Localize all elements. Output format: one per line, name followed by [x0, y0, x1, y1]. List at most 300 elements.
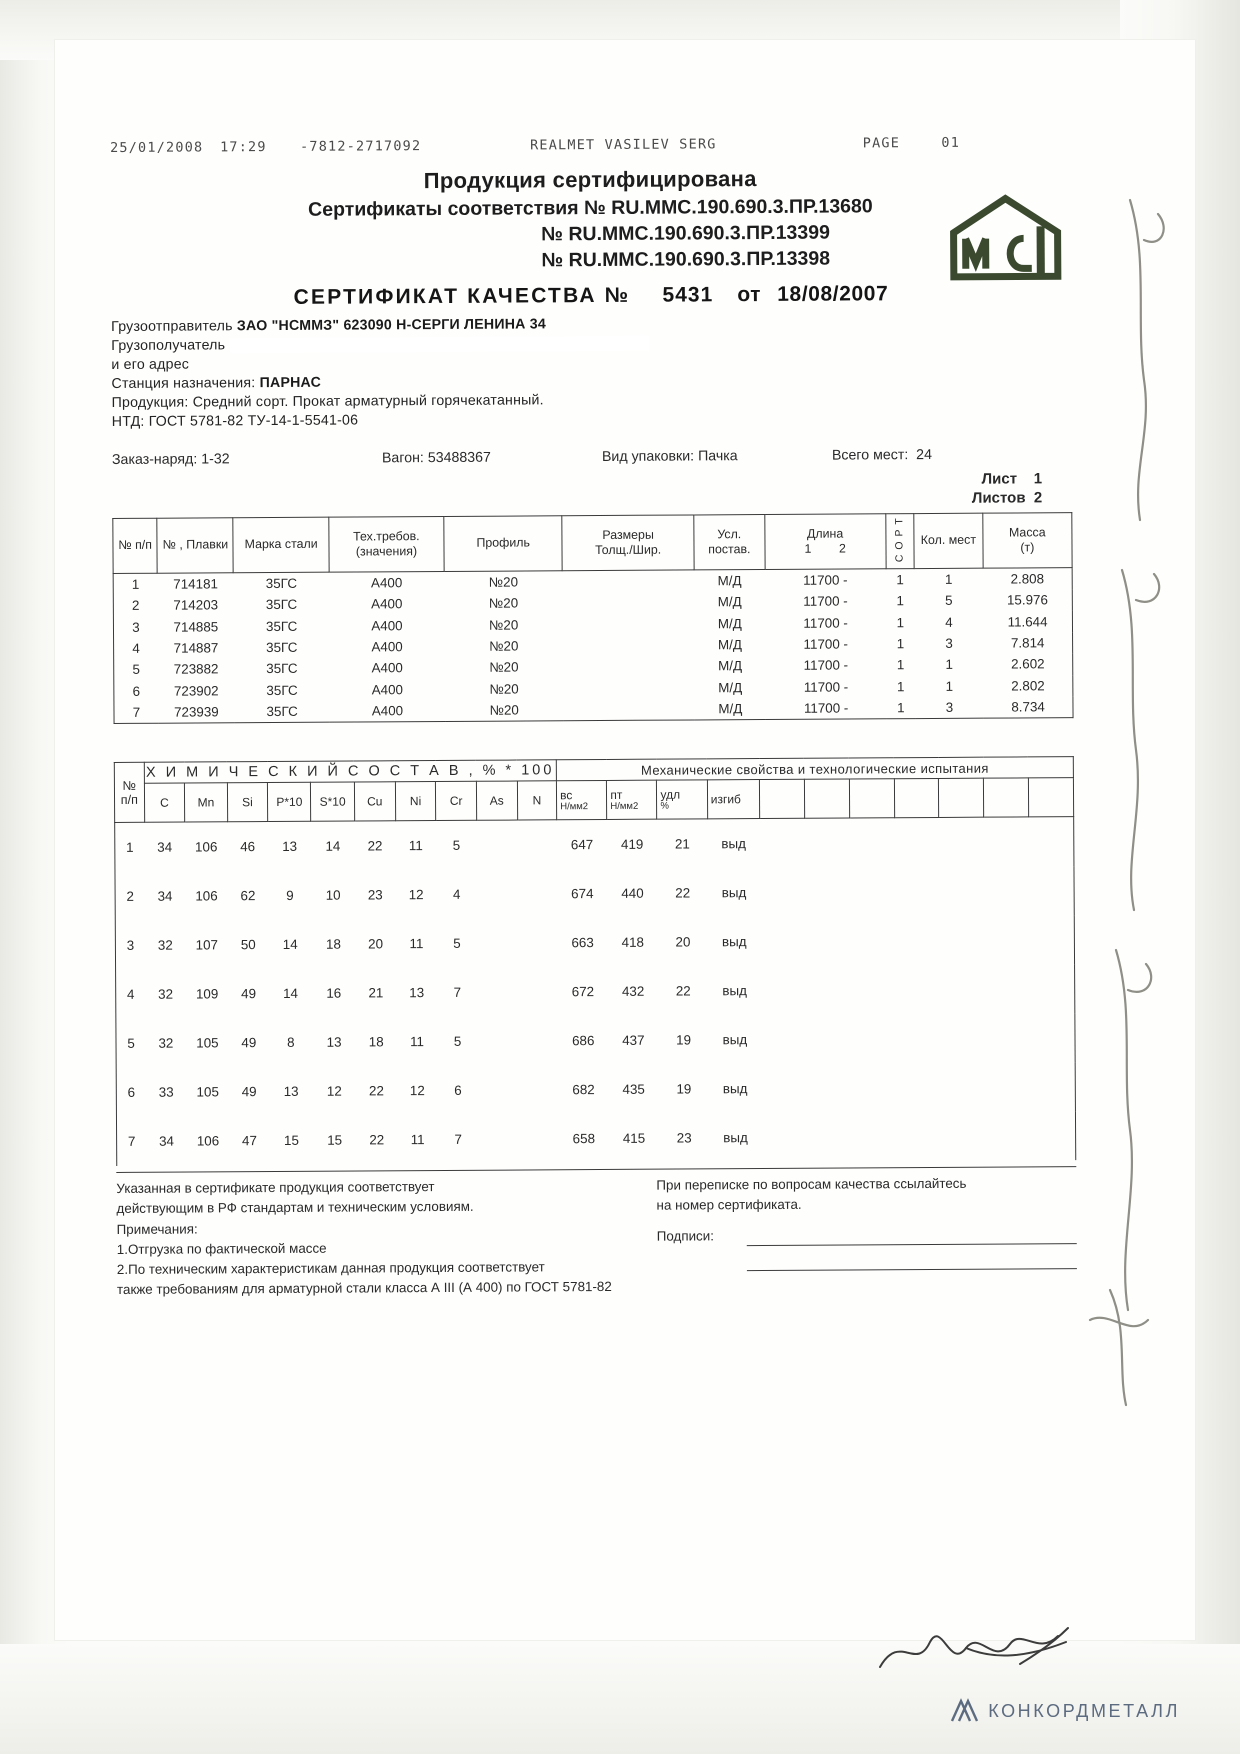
mech-vs: 674 — [571, 886, 594, 902]
chem-row-index: 2 — [126, 889, 134, 905]
chem-as — [477, 919, 518, 968]
chem-s: 15 — [327, 1132, 343, 1149]
row-steel-grade: 35ГС — [266, 682, 298, 698]
chem-row-index: 4 — [126, 987, 135, 1003]
chem-cr: 5 — [452, 838, 461, 854]
mech-empty-2 — [805, 917, 850, 966]
footer-notes-label: Примечания: — [116, 1221, 198, 1237]
mech-empty-1 — [761, 1064, 806, 1113]
chemistry-table — [114, 756, 1076, 1166]
row-delivery: М/Д — [718, 658, 743, 674]
chem-cu: 22 — [368, 1083, 384, 1099]
chem-ni: 11 — [410, 1132, 425, 1148]
packing-value: Пачка — [698, 448, 738, 465]
row-profile: №20 — [488, 617, 519, 633]
mech-empty-4 — [895, 1014, 940, 1063]
mech-udl: 21 — [674, 836, 690, 852]
mech-pt: 432 — [621, 984, 645, 1000]
signature-line-1 — [747, 1229, 1077, 1246]
chem-s: 14 — [325, 838, 341, 855]
row-index: 4 — [132, 640, 140, 656]
wagon-label: Вагон: — [381, 450, 424, 467]
product-label: Продукция: — [111, 394, 189, 411]
mech-empty-7 — [1029, 915, 1074, 964]
row-size — [562, 570, 694, 593]
row-places: 1 — [945, 678, 954, 694]
row-size — [563, 634, 695, 656]
chem-mn: 109 — [195, 986, 219, 1002]
chem-p: 9 — [286, 888, 294, 904]
order-info-row — [112, 446, 1072, 468]
places-field — [832, 446, 1032, 463]
chem-ni: 11 — [408, 838, 423, 854]
row-index: 5 — [132, 662, 140, 678]
places-value: 24 — [916, 446, 932, 464]
th-mass — [983, 512, 1073, 568]
chem-c: 32 — [158, 1035, 174, 1052]
mech-udl: 19 — [676, 1032, 692, 1048]
mech-empty-4 — [895, 916, 940, 965]
chem-si: 49 — [241, 1035, 257, 1051]
row-profile: №20 — [489, 659, 519, 676]
th-delivery: Усл. постав. — [694, 514, 765, 570]
mech-empty-5 — [940, 916, 985, 965]
row-heat-number: 714181 — [173, 576, 218, 592]
row-tech-req: А400 — [370, 575, 403, 591]
ntd-value: ГОСТ 5781-82 ТУ-14-1-5541-06 — [148, 412, 359, 430]
mech-izgib: выд — [721, 836, 747, 852]
mech-empty-1 — [760, 868, 805, 917]
chem-ni: 12 — [409, 1083, 425, 1099]
fax-number: -7812-2717092 — [299, 138, 422, 155]
mech-udl: 23 — [676, 1130, 692, 1146]
row-mass: 11.644 — [1007, 613, 1048, 630]
chem-mn: 105 — [196, 1084, 219, 1100]
handwritten-signature — [870, 1622, 1090, 1682]
table-row — [116, 1062, 1075, 1117]
fax-page-label: PAGE — [862, 135, 901, 152]
consignee-address-label: и его адрес — [111, 356, 190, 373]
row-size — [563, 613, 695, 635]
mech-izgib: выд — [722, 1032, 748, 1048]
row-mass: 2.802 — [1011, 678, 1045, 694]
row-places: 1 — [944, 571, 953, 587]
row-delivery: М/Д — [717, 594, 742, 610]
mech-empty-6 — [985, 1014, 1030, 1063]
th-sizes-sub: Толщ./Шир. — [595, 542, 662, 557]
footer-note-1: 1.Отгрузка по фактической массе — [116, 1240, 327, 1257]
wagon-field — [382, 449, 602, 466]
product-table-head — [113, 512, 1072, 573]
chem-as — [478, 1017, 519, 1066]
mech-empty-6 — [985, 1063, 1030, 1112]
row-tech-req: А400 — [371, 617, 403, 634]
th-mass-unit: (т) — [1020, 539, 1035, 555]
mech-empty-2 — [806, 1113, 851, 1162]
row-profile: №20 — [488, 574, 519, 590]
consignee-label: Грузополучатель — [111, 337, 226, 354]
order-value: 1-32 — [201, 451, 230, 468]
brand-watermark — [949, 1696, 1180, 1726]
th-chem-no: № п/п — [114, 763, 144, 823]
mech-empty-5 — [940, 1063, 985, 1112]
th-no-pp: № п/п — [113, 518, 158, 573]
chem-row-index: 7 — [127, 1134, 136, 1150]
footer-left-line-1: Указанная в сертификате продукция соответствует — [116, 1179, 435, 1197]
wagon-value: 53488367 — [427, 449, 491, 467]
order-label: Заказ-наряд: — [111, 451, 198, 468]
mech-empty-7 — [1029, 817, 1074, 867]
mech-empty-1 — [762, 1113, 807, 1162]
row-mass: 2.602 — [1011, 656, 1045, 672]
th-chem-si: Si — [227, 783, 268, 822]
chem-p: 13 — [282, 839, 298, 855]
chem-cu: 22 — [367, 838, 383, 854]
chem-cr: 7 — [453, 985, 462, 1001]
mechanical-title: Механические свойства и технологические испытания — [556, 757, 1073, 781]
certificate-document — [110, 134, 1077, 1300]
chem-ni: 13 — [409, 985, 425, 1001]
certification-line-2: Сертификаты соответствия № RU.MMC.190.690.3.ПР.13680 — [308, 195, 873, 221]
mech-pt: 435 — [622, 1082, 645, 1098]
chem-ni: 11 — [410, 1034, 425, 1050]
fax-page-number: 01 — [941, 134, 961, 151]
mech-empty-5 — [940, 1014, 985, 1063]
row-heat-number: 723902 — [173, 683, 219, 699]
page-title — [111, 281, 1071, 311]
th-length-1: 1 — [804, 541, 812, 556]
chem-c: 34 — [159, 1133, 175, 1150]
sheet-counter — [112, 470, 1072, 513]
row-profile: №20 — [489, 681, 519, 697]
chem-as — [478, 1066, 519, 1115]
footer-right-line-2: на номер сертификата. — [656, 1197, 802, 1214]
mmc-logo-icon — [945, 192, 1081, 283]
table-row — [116, 964, 1075, 1019]
mech-udl: 19 — [676, 1081, 692, 1097]
product-line — [112, 389, 1072, 411]
chem-as — [476, 820, 517, 870]
title-text: СЕРТИФИКАТ КАЧЕСТВА № — [293, 283, 631, 309]
signature-line-2 — [747, 1254, 1077, 1271]
chem-p: 8 — [287, 1035, 295, 1051]
row-steel-grade: 35ГС — [266, 661, 298, 677]
chem-n — [519, 1115, 559, 1164]
th-tech-req: Тех.требов. (значения) — [329, 516, 445, 572]
row-steel-grade: 35ГС — [265, 575, 298, 591]
row-tech-req: А400 — [371, 660, 403, 676]
certification-header — [110, 164, 1071, 275]
row-index: 6 — [132, 683, 141, 699]
footer-left-line-2: действующим в РФ стандартам и техническим условиям. — [116, 1199, 474, 1217]
row-length: 11700 - — [803, 593, 848, 610]
row-index: 1 — [131, 576, 140, 592]
consignee-address-line — [111, 351, 1071, 373]
footer-note-2: 2.По техническим характеристикам данная продукция соответствует — [116, 1259, 545, 1277]
chem-as — [477, 968, 518, 1017]
row-sort: 1 — [896, 614, 905, 630]
mech-empty-2 — [805, 868, 850, 917]
chem-s: 10 — [325, 887, 341, 904]
row-steel-grade: 35ГС — [265, 597, 298, 613]
certification-line-4: № RU.MMC.190.690.3.ПР.13398 — [541, 247, 831, 272]
th-sort: С О Р Т — [885, 513, 914, 568]
places-label: Всего мест: — [831, 447, 909, 464]
footer-note-3: также требованиям для арматурной стали класса А III (А 400) по ГОСТ 5781-82 — [116, 1278, 612, 1297]
th-chem-sx10: S*10 — [311, 782, 354, 821]
row-sort: 1 — [897, 700, 905, 716]
signature-block — [657, 1224, 1077, 1272]
chemistry-header-row — [114, 778, 1073, 823]
sheets-value: 2 — [1033, 489, 1043, 507]
chem-si: 46 — [240, 839, 256, 855]
mech-pt: 418 — [621, 935, 645, 951]
row-index: 7 — [132, 704, 141, 720]
row-heat-number: 714203 — [173, 597, 219, 613]
chem-row-index: 1 — [126, 840, 134, 856]
th-length — [765, 513, 886, 569]
chem-p: 13 — [283, 1084, 299, 1100]
mech-empty-3 — [850, 868, 895, 917]
th-chem-cu: Cu — [354, 782, 395, 821]
row-places: 3 — [945, 699, 954, 716]
row-mass: 7.814 — [1010, 635, 1045, 651]
row-length: 11700 - — [803, 700, 849, 716]
footer-right-line-1: При переписке по вопросам качества ссылайтесь — [656, 1176, 967, 1193]
th-chem-n: N — [517, 781, 557, 820]
row-sort: 1 — [896, 593, 904, 609]
chem-n — [518, 1017, 558, 1066]
mech-udl: 22 — [675, 885, 691, 901]
row-delivery: М/Д — [717, 615, 742, 631]
chem-cr: 4 — [452, 887, 461, 903]
chem-n — [519, 1066, 559, 1115]
mech-empty-7 — [1030, 1062, 1075, 1111]
mech-empty-4 — [896, 1063, 941, 1112]
chem-p: 14 — [283, 986, 299, 1002]
mech-empty-7 — [1029, 866, 1074, 915]
product-table-body — [113, 567, 1073, 723]
row-places: 3 — [945, 635, 953, 651]
chem-cr: 5 — [453, 936, 461, 952]
shipper-label: Грузоотправитель — [111, 318, 233, 335]
mech-empty-6 — [985, 965, 1030, 1014]
row-length: 11700 - — [803, 657, 849, 674]
th-mech-empty-6 — [984, 778, 1029, 817]
row-sort: 1 — [896, 678, 905, 694]
mech-empty-2 — [806, 1064, 851, 1113]
certificate-date-label: от — [737, 283, 762, 307]
row-steel-grade: 35ГС — [265, 618, 298, 634]
chem-si: 47 — [241, 1133, 257, 1149]
row-heat-number: 723882 — [173, 661, 219, 677]
mech-vs: 682 — [572, 1082, 595, 1098]
row-tech-req: А400 — [371, 703, 404, 719]
ntd-label: НТД: — [111, 413, 145, 430]
chemistry-table-head — [114, 757, 1073, 823]
row-heat-number: 714887 — [173, 640, 219, 656]
table-row — [116, 1111, 1075, 1166]
th-mech-вс: вс Н/мм2 — [557, 781, 607, 820]
packing-label: Вид упаковки: — [601, 448, 695, 466]
shipper-line — [111, 313, 1071, 335]
row-index: 2 — [131, 598, 140, 614]
chemistry-title: Х И М И Ч Е С К И Й С О С Т А В , % * 100 — [144, 760, 557, 784]
mech-vs: 658 — [572, 1131, 596, 1147]
row-size — [563, 592, 695, 614]
chem-s: 13 — [326, 1034, 342, 1051]
table-row — [114, 696, 1073, 724]
chemistry-table-body — [115, 817, 1076, 1166]
row-size — [563, 698, 695, 721]
chem-mn: 107 — [195, 937, 219, 953]
th-mech-изгиб: изгиб — [707, 780, 760, 819]
signature-row-1 — [657, 1224, 1077, 1247]
chem-mn: 105 — [196, 1035, 219, 1051]
th-profile: Профиль — [444, 515, 563, 571]
row-delivery: М/Д — [717, 637, 742, 653]
row-mass: 8.734 — [1011, 699, 1045, 715]
row-profile: №20 — [489, 702, 519, 718]
chem-mn: 106 — [195, 888, 218, 904]
chem-mn: 106 — [194, 839, 218, 855]
mech-empty-3 — [851, 1064, 896, 1113]
brand-name: КОНКОРДМЕТАЛЛ — [988, 1700, 1180, 1721]
destination-label: Станция назначения: — [111, 375, 256, 392]
th-length-2: 2 — [838, 541, 846, 556]
destination-value: ПАРНАС — [259, 374, 322, 392]
row-tech-req: А400 — [371, 639, 403, 655]
th-mech-empty-3 — [849, 779, 894, 818]
row-length: 11700 - — [803, 572, 848, 588]
row-delivery: М/Д — [718, 701, 743, 717]
mech-vs: 647 — [570, 837, 594, 853]
chem-cu: 20 — [368, 936, 384, 952]
row-sort: 1 — [896, 572, 904, 588]
th-mech-empty-2 — [804, 779, 849, 818]
row-tech-req: А400 — [371, 681, 404, 698]
row-tech-req: А400 — [371, 596, 403, 612]
mech-empty-7 — [1030, 964, 1075, 1013]
packing-field — [602, 448, 832, 465]
th-sizes-main: Размеры — [602, 528, 654, 543]
footer-right-column — [656, 1173, 1077, 1296]
sheet-label: Лист — [981, 470, 1018, 488]
row-sort: 1 — [896, 657, 905, 673]
row-mass: 2.808 — [1010, 571, 1045, 587]
mech-empty-2 — [806, 1015, 851, 1064]
chem-cu: 22 — [369, 1132, 385, 1148]
ntd-line — [112, 408, 1072, 430]
mech-empty-3 — [851, 1015, 896, 1064]
row-delivery: М/Д — [717, 573, 742, 589]
row-places: 1 — [945, 657, 953, 673]
th-chem-c: C — [144, 783, 185, 822]
th-sizes — [562, 514, 694, 570]
mech-izgib: выд — [721, 885, 747, 901]
chem-row-index: 5 — [127, 1036, 135, 1052]
mech-vs: 672 — [571, 984, 595, 1000]
chem-cr: 6 — [454, 1083, 462, 1099]
row-places: 4 — [945, 614, 953, 630]
mech-izgib: выд — [721, 934, 747, 950]
row-length: 11700 - — [803, 636, 848, 652]
certificate-number: 5431 — [662, 283, 714, 307]
mech-izgib: выд — [722, 983, 747, 999]
row-length: 11700 - — [803, 615, 848, 631]
footer-left-column — [116, 1176, 657, 1300]
consignee-line — [111, 332, 1071, 354]
mech-empty-1 — [760, 917, 805, 966]
order-field — [112, 450, 382, 468]
mech-empty-6 — [986, 1112, 1031, 1161]
chem-row-index: 6 — [127, 1085, 136, 1101]
sheets-label: Листов — [971, 489, 1026, 507]
chem-c: 34 — [157, 888, 173, 905]
chem-n — [518, 968, 558, 1017]
chem-row-index: 3 — [126, 938, 135, 954]
chem-ni: 11 — [409, 936, 424, 952]
th-mech-empty-4 — [894, 779, 939, 818]
mech-empty-6 — [984, 916, 1029, 965]
chem-c: 32 — [157, 937, 173, 954]
row-index: 3 — [132, 619, 140, 635]
product-value: Средний сорт. Прокат арматурный горячекатанный. — [192, 392, 544, 411]
chem-p: 14 — [282, 937, 298, 953]
th-mech-empty-1 — [760, 780, 805, 819]
chem-as — [477, 870, 518, 919]
product-table-header-row — [113, 512, 1072, 573]
konkordmetall-logo-icon — [949, 1696, 979, 1726]
mech-empty-1 — [761, 966, 806, 1015]
mech-empty-3 — [849, 818, 894, 868]
row-steel-grade: 35ГС — [266, 639, 298, 656]
signature-spacer — [657, 1271, 747, 1272]
mech-empty-4 — [894, 867, 939, 916]
chem-s: 12 — [326, 1083, 342, 1100]
th-chem-as: As — [476, 781, 517, 820]
mech-empty-5 — [939, 817, 984, 867]
fax-date: 25/01/2008 — [110, 139, 204, 156]
signature-row-2 — [657, 1254, 1077, 1272]
mech-empty-2 — [805, 818, 850, 868]
destination-line — [111, 370, 1071, 392]
chem-as — [478, 1115, 519, 1164]
th-mass-main: Масса — [1008, 525, 1046, 540]
certification-line-1: Продукция сертифицирована — [423, 166, 757, 194]
th-mech-empty-5 — [939, 778, 984, 817]
row-delivery: М/Д — [718, 679, 743, 696]
mech-vs: 663 — [571, 935, 594, 951]
chem-n — [517, 820, 557, 870]
chem-si: 49 — [241, 1084, 257, 1100]
sheet-value: 1 — [1033, 470, 1043, 488]
chem-mn: 106 — [196, 1133, 220, 1149]
mech-empty-6 — [984, 867, 1029, 916]
chem-cr: 5 — [453, 1034, 462, 1050]
row-size — [563, 677, 695, 699]
mech-empty-4 — [896, 1112, 941, 1161]
table-row — [115, 866, 1074, 921]
th-mech-удл: удл % — [657, 780, 707, 819]
row-profile: №20 — [489, 638, 519, 654]
mech-pt: 440 — [621, 886, 644, 902]
mech-empty-3 — [851, 1113, 896, 1162]
row-steel-grade: 35ГС — [266, 703, 298, 720]
certificate-date: 18/08/2007 — [777, 282, 889, 306]
chem-cu: 23 — [367, 887, 383, 903]
consignee-blank-field[interactable] — [229, 335, 649, 353]
